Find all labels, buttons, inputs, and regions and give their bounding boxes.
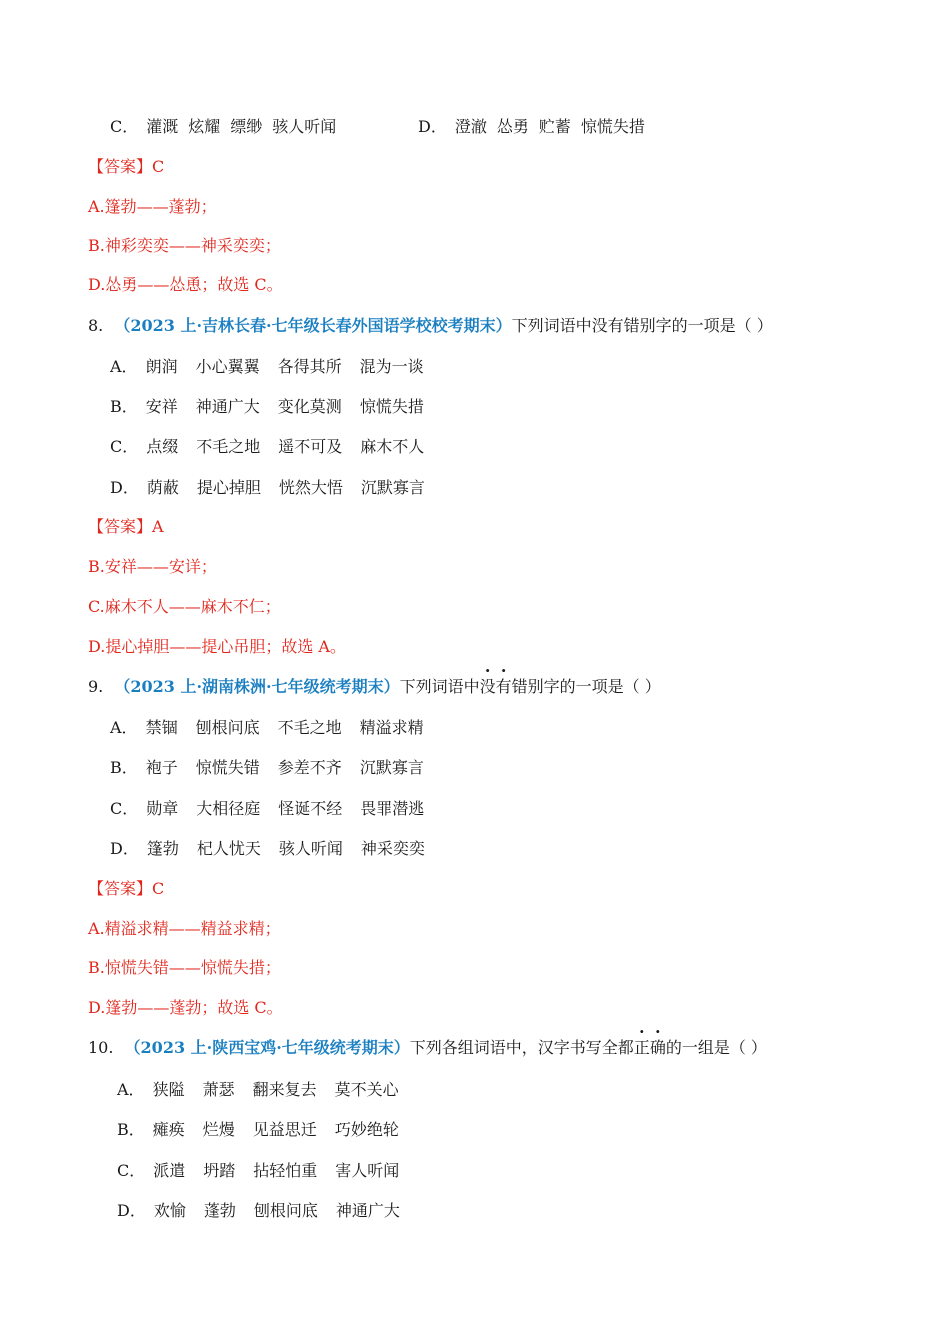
emphasis-dot-char: 有 (495, 677, 512, 696)
q8-note-3: D.提心掉胆——提心吊胆；故选 A。 (88, 637, 346, 656)
q8-note-1: B.安祥——安详； (88, 557, 217, 576)
q8-option-a: A． 朗润 小心翼翼 各得其所 混为一谈 (110, 357, 424, 376)
question-9-stem: 9. （2023 上·湖南株洲·七年级统考期末）下列词语中没有错别字的一项是（ ） (88, 677, 661, 696)
question-8-stem (88, 315, 773, 337)
q10-option-d: D． 欢愉 蓬勃 刨根问底 神通广大 (117, 1201, 400, 1220)
q9-option-d: D． 篷勃 杞人忧天 骇人听闻 神采奕奕 (110, 839, 425, 858)
q9-note-3: D.篷勃——蓬勃；故选 C。 (88, 998, 283, 1017)
note-prev-2: B.神彩奕奕——神采奕奕； (88, 236, 281, 255)
q9-note-2: B.惊慌失错——惊慌失措； (88, 958, 281, 977)
q10-option-b: B． 瘫痪 烂熳 见益思迁 巧妙绝轮 (117, 1120, 399, 1139)
question-source: （2023 上·吉林长春·七年级长春外国语学校校考期末） (114, 316, 512, 335)
option-c-prev: C． 灌溉 炫耀 缥缈 骇人听闻 (110, 117, 337, 136)
question-text: 下列词语中没有错别字的一项是（ ） (511, 316, 773, 335)
question-10-stem: 10. （2023 上·陕西宝鸡·七年级统考期末）下列各组词语中，汉字书写全都正确的一组是（ ） (88, 1038, 767, 1057)
q8-option-d: D． 荫蔽 提心掉胆 恍然大悟 沉默寡言 (110, 478, 425, 497)
emphasis-dot-char: 没 (479, 677, 496, 696)
option-d-prev: D． 澄澈 怂勇 贮蓄 惊慌失措 (418, 117, 645, 136)
q9-option-c: C． 勋章 大相径庭 怪诞不经 畏罪潜逃 (110, 799, 425, 818)
q9-answer: 【答案】C (88, 879, 165, 898)
q8-option-c: C． 点缀 不毛之地 遥不可及 麻木不人 (110, 437, 425, 456)
answer-prev: 【答案】C (88, 157, 165, 176)
emphasis-dot-char: 确 (649, 1038, 666, 1057)
q10-option-c: C． 派遣 坍踏 拈轻怕重 害人听闻 (117, 1161, 400, 1180)
question-number: 8. (88, 316, 104, 335)
question-number: 10. (88, 1038, 114, 1057)
q9-note-1: A.精溢求精——精益求精； (88, 919, 281, 938)
note-prev-1: A.篷勃——蓬勃； (88, 197, 217, 216)
question-source: （2023 上·陕西宝鸡·七年级统考期末） (124, 1038, 410, 1057)
q8-note-2: C.麻木不人——麻木不仁； (88, 597, 281, 616)
q8-option-b: B． 安祥 神通广大 变化莫测 惊慌失措 (110, 397, 424, 416)
q9-option-a: A． 禁锢 刨根问底 不毛之地 精溢求精 (110, 718, 424, 737)
question-source: （2023 上·湖南株洲·七年级统考期末） (114, 677, 400, 696)
emphasis-dot-char: 正 (633, 1038, 650, 1057)
note-prev-3: D.怂勇——怂恿；故选 C。 (88, 275, 283, 294)
q10-option-a: A． 狭隘 萧瑟 翻来复去 莫不关心 (117, 1080, 399, 1099)
q9-option-b: B． 袍子 惊慌失错 参差不齐 沉默寡言 (110, 758, 424, 777)
question-number: 9. (88, 677, 104, 696)
q8-answer: 【答案】A (88, 517, 164, 536)
